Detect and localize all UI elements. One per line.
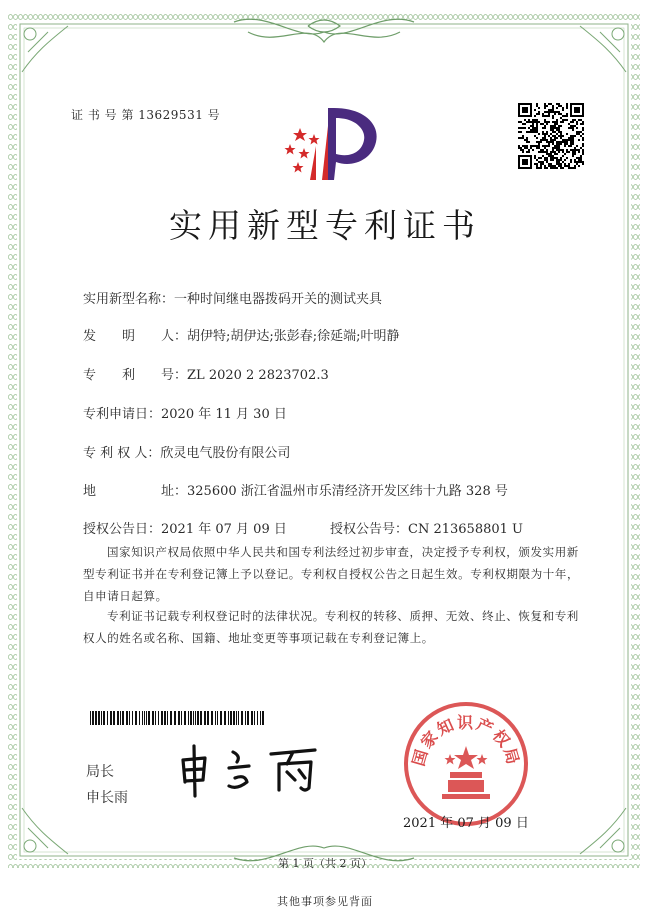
page-number: 第 1 页（共 2 页） [278, 857, 372, 870]
certificate-number: 证 书 号 第 13629531 号 [71, 108, 221, 122]
address-label: 地 址： [83, 484, 188, 499]
grant-date-label: 授权公告日： [83, 522, 162, 537]
inventor-label: 发 明 人： [83, 329, 188, 344]
inventor-value: 胡伊特;胡伊达;张彭春;徐延端;叶明静 [187, 329, 400, 344]
seal-text: 国家知识产权局 [408, 713, 524, 769]
patent-office-logo [276, 106, 381, 182]
document-title: 实用新型专利证书 [169, 206, 481, 245]
grant-number-label: 授权公告号： [330, 522, 409, 537]
legal-status-paragraph: 专利证书记载专利权登记时的法律状况。专利权的转移、质押、无效、终止、恢复和专利权人的姓名或名称、国籍、地址变更等事项记载在专利登记簿上。 [83, 609, 579, 645]
utility-model-name-value: 一种时间继电器拨码开关的测试夹具 [174, 292, 383, 307]
grant-date-value: 2021 年 07 月 09 日 [161, 522, 287, 537]
official-seal [402, 700, 530, 828]
grant-number-value: CN 213658801 U [408, 522, 523, 537]
application-date-value: 2020 年 11 月 30 日 [161, 407, 287, 422]
director-title: 局长 [86, 764, 114, 780]
seal-date: 2021 年 07 月 09 日 [403, 816, 529, 831]
inventor-row [83, 325, 400, 344]
patentee-label: 专 利 权 人： [83, 446, 161, 461]
director-name: 申长雨 [86, 790, 128, 806]
application-date-label: 专利申请日： [83, 407, 162, 422]
handwritten-signature [175, 738, 335, 798]
address-row [83, 480, 508, 499]
patent-number-label: 专 利 号： [83, 368, 188, 383]
grant-statement-paragraph: 国家知识产权局依照中华人民共和国专利法经过初步审查，决定授予专利权，颁发实用新型专利证书并在专利登记簿上予以登记。专利权自授权公告之日起生效。专利权期限为十年，自申请日起算。 [83, 545, 580, 603]
utility-model-name-row [83, 288, 382, 307]
patentee-row [83, 442, 290, 461]
barcode [90, 710, 268, 724]
qr-code [518, 103, 584, 169]
patent-number-row [83, 364, 329, 383]
grant-date-row [83, 518, 287, 537]
patent-number-value: ZL 2020 2 2823702.3 [187, 368, 329, 383]
application-date-row [83, 403, 287, 422]
patentee-value: 欣灵电气股份有限公司 [160, 446, 291, 461]
grant-number-row [330, 518, 523, 537]
address-value: 325600 浙江省温州市乐清经济开发区纬十九路 328 号 [187, 484, 508, 499]
utility-model-name-label: 实用新型名称： [83, 292, 175, 307]
back-note: 其他事项参见背面 [277, 895, 373, 908]
